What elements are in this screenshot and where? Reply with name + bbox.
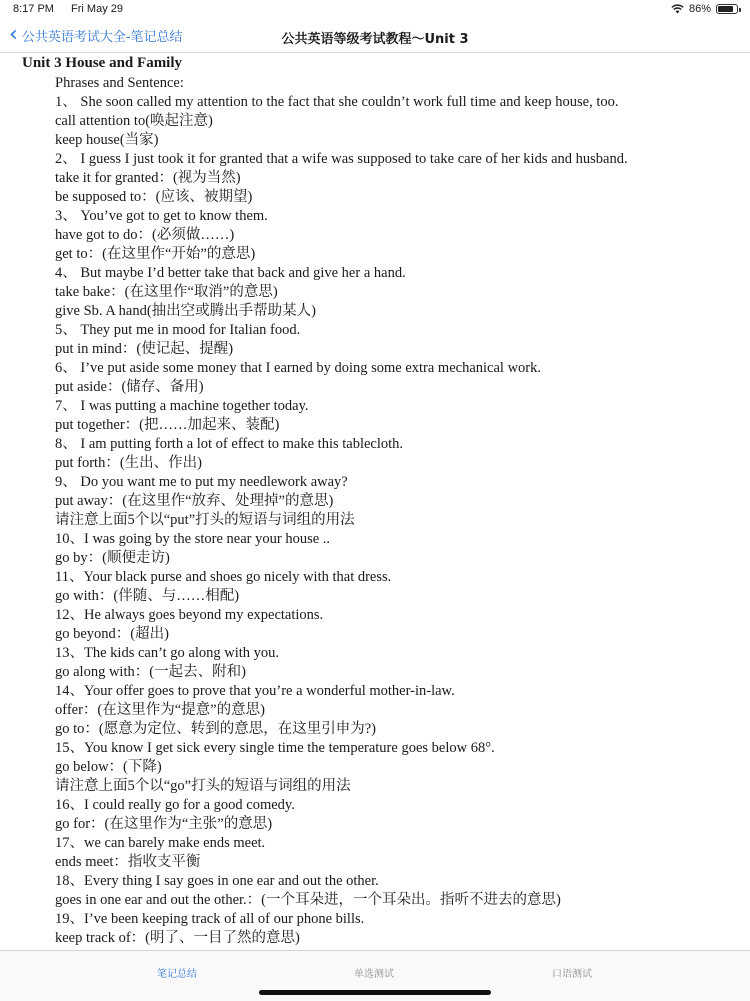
note-line: go beyond：(超出) xyxy=(55,626,169,642)
note-line: put forth：(生出、作出) xyxy=(55,455,202,471)
note-line: 13、The kids can’t go along with you. xyxy=(55,645,280,661)
note-line: be supposed to：(应该、被期望) xyxy=(55,189,253,205)
note-line: 6、 I’ve put aside some money that I earned by doing some extra mechanical work. xyxy=(55,360,541,376)
note-line: keep track of：(明了、一目了然的意思) xyxy=(55,930,300,946)
note-line: 15、You know I get sick every single time the temperature goes below 68°. xyxy=(55,740,495,756)
note-line: 16、I could really go for a good comedy. xyxy=(55,797,295,813)
note-line: go with：(伴随、与……相配) xyxy=(55,588,240,604)
note-line: 7、 I was putting a machine together today. xyxy=(55,398,309,414)
note-line: 4、 But maybe I’d better take that back and give her a hand. xyxy=(55,265,406,281)
unit-heading: Unit 3 House and Family xyxy=(22,55,183,71)
note-line: 8、 I am putting forth a lot of effect to make this tablecloth. xyxy=(55,436,404,452)
note-line: go by：(顺便走访) xyxy=(55,550,170,566)
note-line: 2、 I guess I just took it for granted that a wife was supposed to take care of her kids and husband. xyxy=(55,151,628,167)
note-line: go for：(在这里作为“主张”的意思) xyxy=(55,816,273,832)
note-line: call attention to(唤起注意) xyxy=(55,113,213,129)
note-line: go below：(下降) xyxy=(55,759,162,775)
note-line: 19、I’ve been keeping track of all of our phone bills. xyxy=(55,911,365,927)
note-line: 请注意上面5个以“go”打头的短语与词组的用法 xyxy=(55,778,351,794)
note-line: keep house(当家) xyxy=(55,132,159,148)
note-line: 11、Your black purse and shoes go nicely with that dress. xyxy=(55,569,392,585)
status-time: 8:17 PM xyxy=(13,3,54,15)
note-line: take bake：(在这里作“取消”的意思) xyxy=(55,284,278,300)
note-line: ends meet：指收支平衡 xyxy=(55,854,201,870)
home-indicator[interactable] xyxy=(259,990,491,995)
back-label: 公共英语考试大全-笔记总结 xyxy=(21,29,183,45)
note-line: 3、 You’ve got to get to know them. xyxy=(55,208,268,224)
navigation-bar xyxy=(0,20,750,53)
note-line: go to：(愿意为定位、转到的意思，在这里引申为?) xyxy=(55,721,376,737)
note-line: offer：(在这里作为“提意”的意思) xyxy=(55,702,265,718)
status-left xyxy=(13,3,137,15)
tab-notes[interactable]: 笔记总结 xyxy=(157,969,197,980)
note-line: put away：(在这里作“放弃、处理掉”的意思) xyxy=(55,493,334,509)
note-line: give Sb. A hand(抽出空或腾出手帮助某人) xyxy=(55,303,316,319)
note-line: 14、Your offer goes to prove that you’re a wonderful mother-in-law. xyxy=(55,683,455,699)
note-line: put aside：(储存、备用) xyxy=(55,379,204,395)
note-line: take it for granted：(视为当然) xyxy=(55,170,241,186)
status-right xyxy=(671,3,738,15)
note-line: 请注意上面5个以“put”打头的短语与词组的用法 xyxy=(55,512,355,528)
note-line: put together：(把……加起来、装配) xyxy=(55,417,280,433)
status-date: Fri May 29 xyxy=(71,3,123,15)
note-line: Phrases and Sentence: xyxy=(55,75,184,91)
battery-icon xyxy=(716,4,738,14)
chevron-left-icon: ‹ xyxy=(9,22,18,47)
note-line: 18、Every thing I say goes in one ear and out the other. xyxy=(55,873,379,889)
note-line: 9、 Do you want me to put my needlework away? xyxy=(55,474,348,490)
status-bar xyxy=(0,0,750,20)
tab-single-choice[interactable]: 单选测试 xyxy=(354,969,394,980)
notes-content[interactable] xyxy=(0,52,750,950)
note-line: 12、He always goes beyond my expectations. xyxy=(55,607,324,623)
note-line: goes in one ear and out the other.：(一个耳朵进，一个耳朵出。指听不进去的意思) xyxy=(55,892,561,908)
note-line: 5、 They put me in mood for Italian food. xyxy=(55,322,301,338)
wifi-icon xyxy=(671,4,684,14)
tab-oral-test[interactable]: 口语测试 xyxy=(552,969,592,980)
battery-percent: 86% xyxy=(688,3,711,15)
note-line: go along with：(一起去、附和) xyxy=(55,664,246,680)
note-line: 1、 She soon called my attention to the fact that she couldn’t work full time and keep house, too. xyxy=(55,94,619,110)
note-line: get to：(在这里作“开始”的意思) xyxy=(55,246,256,262)
note-line: 10、I was going by the store near your house .. xyxy=(55,531,331,547)
note-line: 17、we can barely make ends meet. xyxy=(55,835,266,851)
notes-body xyxy=(55,74,735,967)
note-line: put in mind：(使记起、提醒) xyxy=(55,341,234,357)
page-title: 公共英语等级考试教程～Unit 3 xyxy=(281,32,469,47)
note-line: have got to do：(必须做……) xyxy=(55,227,235,243)
